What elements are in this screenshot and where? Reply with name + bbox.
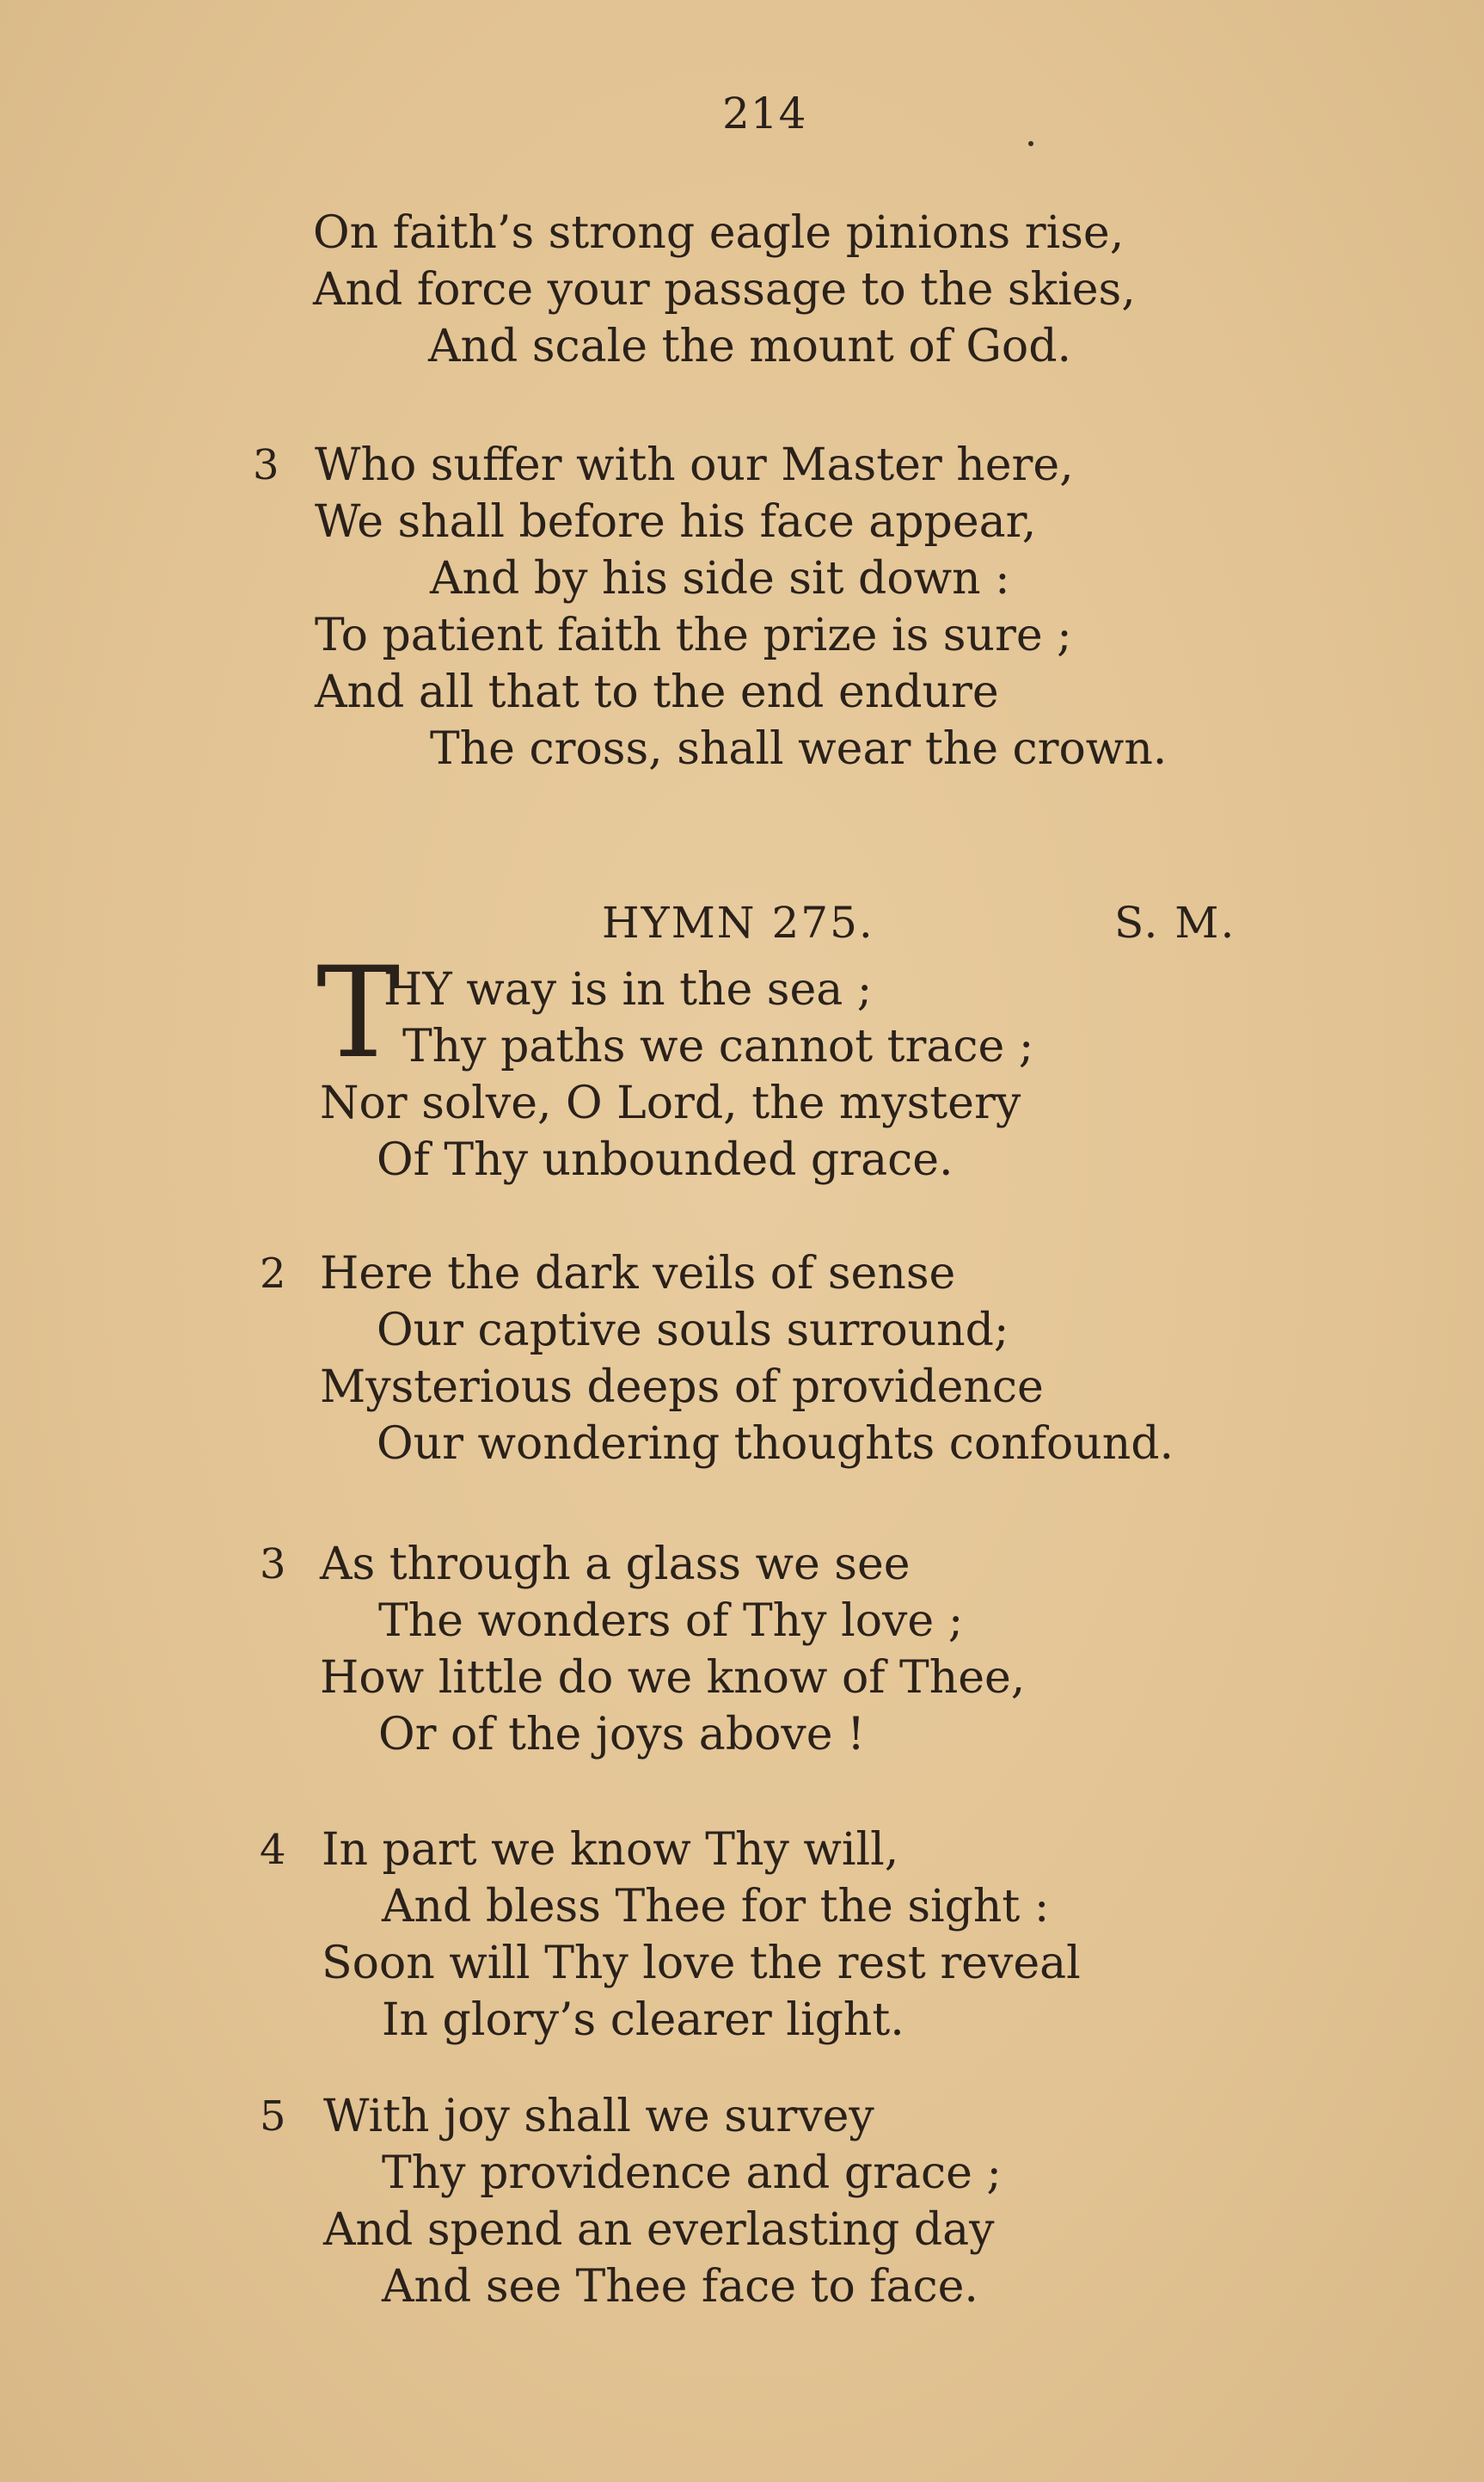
verse-line: The cross, shall wear the crown. <box>430 723 1168 775</box>
verse-line: And spend an everlasting day <box>323 2204 995 2256</box>
hymn-title: HYMN 275. <box>602 898 874 948</box>
verse-line: On faith’s strong eagle pinions rise, <box>313 207 1125 259</box>
verse-line: HY way is in the sea ; <box>383 964 873 1016</box>
drop-cap: T <box>316 940 401 1086</box>
verse-line: And force your passage to the skies, <box>313 264 1136 316</box>
verse-line: Of Thy unbounded grace. <box>377 1134 954 1186</box>
verse-line: The wonders of Thy love ; <box>378 1595 964 1647</box>
verse-line: In part we know Thy will, <box>322 1824 899 1876</box>
verse-number: 4 <box>260 1826 286 1874</box>
verse-line: Or of the joys above ! <box>378 1709 865 1760</box>
verse-line: And by his side sit down : <box>430 553 1010 605</box>
verse-line: Here the dark veils of sense <box>320 1248 956 1299</box>
page-number: 214 <box>722 89 807 138</box>
verse-number: 3 <box>253 441 279 489</box>
verse-line: And all that to the end endure <box>315 667 999 718</box>
verse-line: In glory’s clearer light. <box>382 1994 905 2046</box>
ink-speck <box>1028 141 1033 146</box>
verse-line: Soon will Thy love the rest reveal <box>322 1938 1081 1989</box>
verse-line: With joy shall we survey <box>323 2091 874 2142</box>
verse-line: To patient faith the prize is sure ; <box>315 610 1072 661</box>
verse-line: Mysterious deeps of providence <box>320 1361 1044 1413</box>
verse-number: 3 <box>260 1540 286 1588</box>
verse-line: Our captive souls surround; <box>377 1305 1009 1356</box>
verse-number: 2 <box>260 1250 286 1298</box>
verse-line: Our wondering thoughts confound. <box>377 1418 1174 1470</box>
verse-number: 5 <box>260 2092 286 2141</box>
verse-line: Thy providence and grace ; <box>382 2147 1002 2199</box>
hymn-meter: S. M. <box>1114 898 1236 948</box>
verse-line: And bless Thee for the sight : <box>382 1881 1050 1932</box>
verse-line: Who suffer with our Master here, <box>315 439 1074 491</box>
verse-line: As through a glass we see <box>320 1539 911 1590</box>
verse-line: And scale the mount of God. <box>428 321 1072 372</box>
verse-line: Nor solve, O Lord, the mystery <box>320 1078 1021 1129</box>
verse-line: We shall before his face appear, <box>315 496 1037 548</box>
verse-line: And see Thee face to face. <box>382 2261 978 2313</box>
verse-line: Thy paths we cannot trace ; <box>402 1021 1034 1072</box>
verse-line: How little do we know of Thee, <box>320 1652 1026 1704</box>
